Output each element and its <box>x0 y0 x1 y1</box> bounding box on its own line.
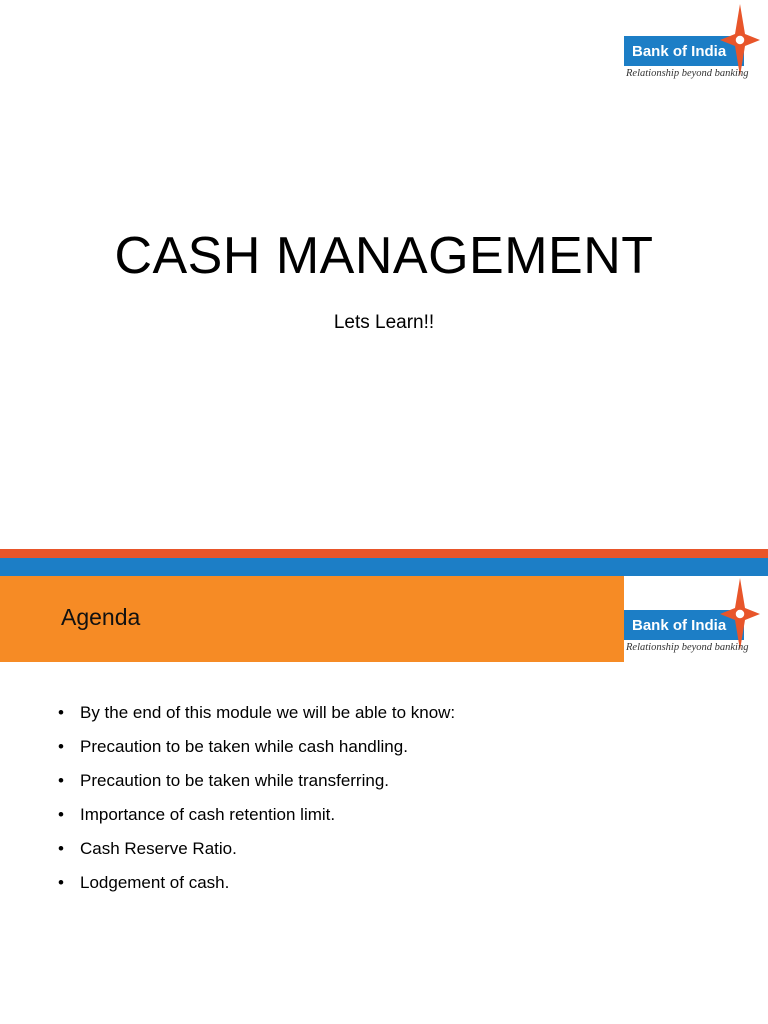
bullet-icon: • <box>58 771 64 790</box>
bullet-icon: • <box>58 839 64 858</box>
list-item <box>58 764 455 798</box>
list-item-text: Precaution to be taken while cash handling. <box>80 737 408 756</box>
star-icon <box>718 4 762 76</box>
list-item <box>58 832 455 866</box>
bank-logo <box>620 4 764 86</box>
list-item <box>58 696 455 730</box>
agenda-slide <box>0 576 768 1024</box>
agenda-list <box>58 696 455 900</box>
divider-blue-bar <box>0 558 768 576</box>
list-item-text: Importance of cash retention limit. <box>80 805 336 824</box>
slide-subtitle: Lets Learn!! <box>333 312 435 333</box>
list-item <box>58 730 455 764</box>
bank-logo-small <box>620 578 764 660</box>
logo-name: Bank of India <box>632 43 727 60</box>
list-item <box>58 798 455 832</box>
agenda-title: Agenda <box>61 604 141 630</box>
logo-name: Bank of India <box>632 617 727 634</box>
divider-orange-bar <box>0 549 768 558</box>
logo-tagline: Relationship beyond banking <box>626 68 749 79</box>
list-item-text: Precaution to be taken while transferring. <box>80 771 390 790</box>
bullet-icon: • <box>58 737 64 756</box>
bullet-icon: • <box>58 873 64 892</box>
slide-title: CASH MANAGEMENT <box>114 227 654 285</box>
list-item-text: By the end of this module we will be able to know: <box>80 703 456 722</box>
list-item-text: Cash Reserve Ratio. <box>80 839 237 858</box>
list-item <box>58 866 455 900</box>
agenda-header-band <box>0 576 624 662</box>
logo-tagline: Relationship beyond banking <box>626 642 749 653</box>
star-icon <box>718 578 762 650</box>
bullet-icon: • <box>58 703 64 722</box>
bullet-icon: • <box>58 805 64 824</box>
list-item-text: Lodgement of cash. <box>80 873 230 892</box>
